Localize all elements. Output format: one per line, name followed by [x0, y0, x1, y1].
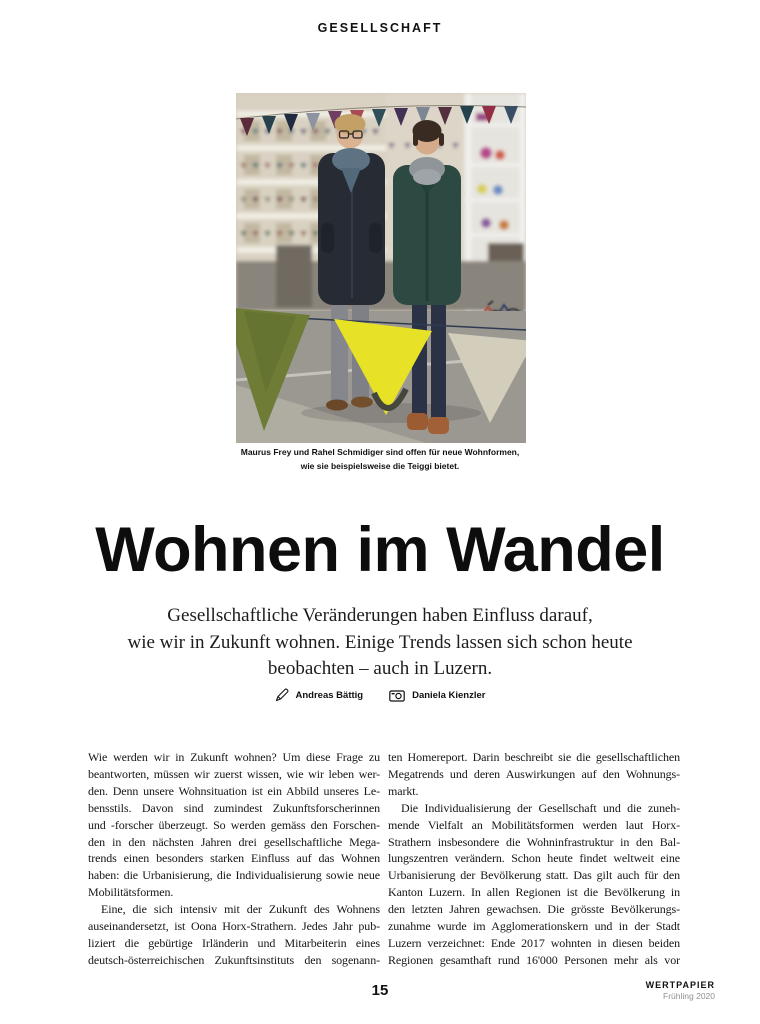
issue-label: Frühling 2020: [663, 991, 715, 1001]
body-line: haben: die Urbanisierung, die Individualisierung sowie neue: [88, 868, 380, 883]
article-body: [88, 749, 680, 969]
body-line: Kanton Luzern. In allen Regionen ist die Bevölkerung in: [388, 885, 680, 900]
photo-caption: [0, 446, 760, 473]
body-line: Luzern verzeichnet: Ende 2017 wohnten in diesen beiden: [388, 935, 680, 950]
body-line: mende Vielfalt an Mobilitätsformen werden laut Horx-: [388, 817, 680, 832]
section-kicker: GESELLSCHAFT: [317, 21, 443, 35]
article-subtitle: [0, 603, 760, 683]
page-number: 15: [371, 982, 389, 999]
body-line: auseinandersetzt, ist Oona Horx-Strathern. Jedes Jahr pub-: [88, 919, 380, 934]
body-line: und -forscher überzeugt. So werden gemäss den Forschen-: [88, 817, 380, 832]
pencil-icon: [275, 688, 289, 702]
article-title: Wohnen im Wandel: [95, 515, 665, 585]
body-line: Megatrends und deren Auswirkungen auf den Wohnungs-: [388, 766, 680, 781]
body-line: deutsch-österreichischen Zukunftsinstituts den sogenann-: [88, 952, 380, 967]
body-line: Urbanisierung der Bevölkerung statt. Das gilt auch für den: [388, 868, 680, 883]
body-line: trends einen besonders starken Einfluss auf das Wohnen: [88, 851, 380, 866]
subtitle-line: beobachten – auch in Luzern.: [267, 658, 493, 679]
column-right: [388, 749, 680, 969]
article-photo: [236, 93, 526, 443]
body-line: Eine, die sich intensiv mit der Zukunft des Wohnens: [101, 902, 380, 917]
body-line: lungszentren verändern. Schon heute findet weltweit eine: [388, 851, 680, 866]
body-line: Strathern insbesondere die Wohninfrastruktur in den Bal-: [388, 834, 680, 849]
column-left: [88, 749, 380, 969]
body-line: ten Homereport. Darin beschreibt sie die gesellschaftlichen: [388, 750, 680, 764]
body-line: beantworten, müssen wir zuerst wissen, wie wir leben wer-: [88, 766, 380, 781]
subtitle-line: wie wir in Zukunft wohnen. Einige Trends lassen sich schon heute: [127, 631, 633, 653]
body-line: zunahme wurde im Agglomerationskern und in der Stadt: [388, 919, 680, 934]
author-name: Andreas Bättig: [295, 689, 364, 701]
photographer-name: Daniela Kienzler: [412, 689, 486, 701]
footer-masthead: [646, 980, 715, 1001]
byline: [0, 688, 760, 702]
body-line: den in den nächsten Jahren drei gesellschaftliche Mega-: [88, 834, 380, 849]
magazine-name: WERTPAPIER: [645, 980, 715, 990]
caption-line: wie sie beispielsweise die Teiggi bietet.: [300, 460, 460, 471]
body-line: liziert die gebürtige Irländerin und Mitarbeiterin eines: [88, 935, 380, 950]
body-line: Mobilitätsformen.: [88, 885, 174, 900]
photo-illustration: [236, 93, 526, 443]
subtitle-line: Gesellschaftliche Veränderungen haben Einfluss darauf,: [167, 605, 593, 626]
caption-line: Maurus Frey und Rahel Schmidiger sind offen für neue Wohnformen,: [240, 447, 520, 457]
body-line: den letzten Jahren gewachsen. Die grösste Bevölkerungs-: [388, 902, 680, 917]
body-line: Wie werden wir in Zukunft wohnen? Um diese Frage zu: [88, 750, 380, 764]
author-credit: [275, 688, 364, 702]
body-line: den. Denn unsere Wohnsituation ist ein Abbild unseres Le-: [88, 783, 380, 798]
body-line: bensstils. Davon sind zumindest Zukunftsforscherinnen: [88, 800, 380, 815]
body-line: Die Individualisierung der Gesellschaft und die zuneh-: [401, 800, 680, 815]
photographer-credit: [389, 689, 485, 702]
camera-icon: [389, 689, 405, 702]
body-line: markt.: [388, 783, 419, 798]
body-line: Regionen gesamthaft rund 16'000 Personen mehr als vor: [388, 952, 680, 967]
